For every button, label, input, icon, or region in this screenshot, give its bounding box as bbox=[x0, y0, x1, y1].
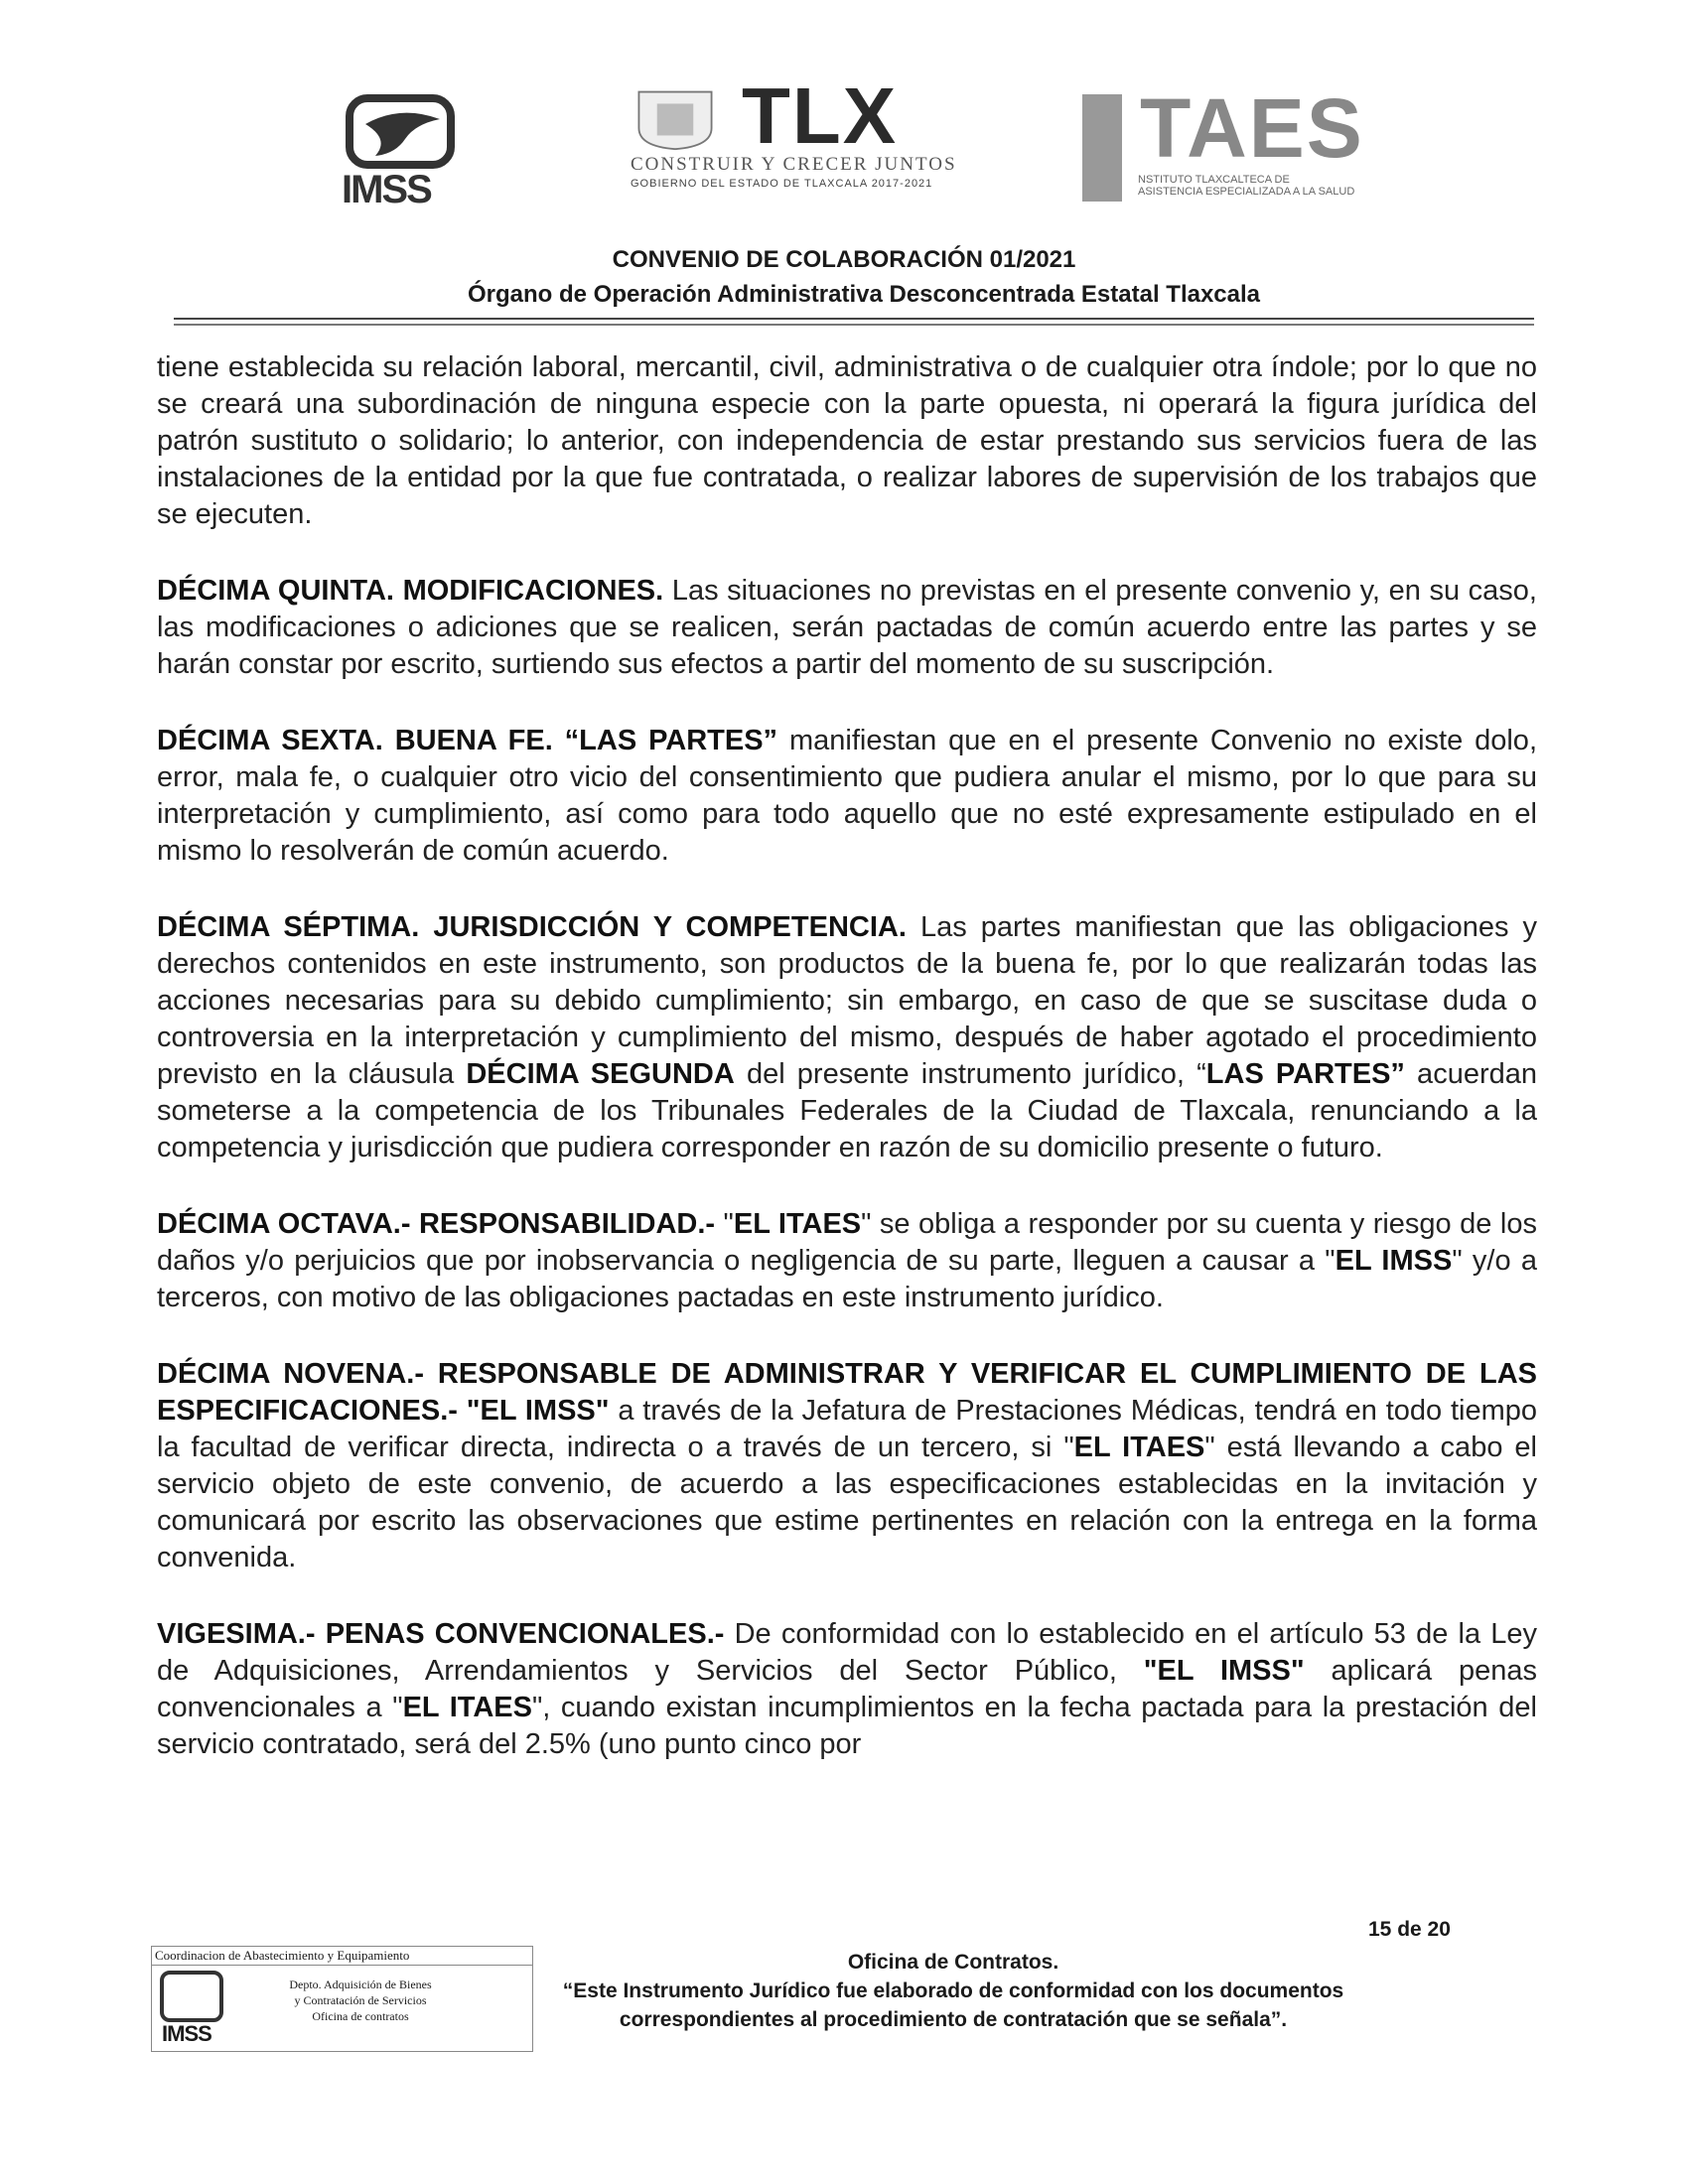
stamp-line: Oficina de contratos bbox=[312, 2009, 409, 2023]
clause-paragraph bbox=[157, 723, 1537, 870]
clause-heading-text: "EL IMSS" bbox=[1143, 1655, 1305, 1687]
itaes-subtitle-line: NSTITUTO TLAXCALTECA DE bbox=[1138, 174, 1290, 186]
stamp-header: Coordinacion de Abastecimiento y Equipamiento bbox=[152, 1947, 532, 1966]
clause-heading-text: EL ITAES bbox=[1073, 1432, 1205, 1463]
clause-paragraph bbox=[157, 1356, 1537, 1576]
clause-text: manifiestan que en el presente Convenio no existe dolo, error, mala fe, o cualquier otro vicio del consentimiento que pudiera anular el mismo, por lo que para su interpretación y cumplimiento, así como para todo aquello que no esté expresamente estipulado en el mismo lo resolverán de común acuerdo. bbox=[157, 725, 1537, 867]
itaes-logo bbox=[1082, 81, 1410, 204]
document-subtitle: Órgano de Operación Administrativa Desconcentrada Estatal Tlaxcala bbox=[467, 281, 1261, 308]
clause-text: aplicará penas convencionales a " bbox=[157, 1655, 1537, 1723]
clause-paragraph bbox=[157, 909, 1537, 1166]
stamp-lines bbox=[261, 1977, 460, 2024]
tlx-government: GOBIERNO DEL ESTADO DE TLAXCALA 2017-2021 bbox=[631, 178, 933, 190]
clause-text: " está llevando a cabo el servicio objeto de este convenio, de acuerdo a las especificaciones establecidas en la invitación y comunicará por escrito las observaciones que estime pertinentes en relación con la entrega en la forma convenida. bbox=[157, 1432, 1537, 1573]
imss-logo bbox=[328, 94, 487, 211]
clause-heading-text: LAS PARTES” bbox=[1205, 1058, 1405, 1090]
header-divider bbox=[174, 318, 1534, 326]
clause-text: " y/o a terceros, con motivo de las obligaciones pactadas en este instrumento jurídico. bbox=[157, 1245, 1537, 1313]
document-body bbox=[157, 349, 1537, 1803]
footer-office: Oficina de Contratos. bbox=[847, 1951, 1059, 1974]
imss-mini-logo-icon bbox=[160, 1971, 223, 2022]
tlaxcala-coat-of-arms-icon bbox=[631, 87, 720, 151]
clause-text: " bbox=[715, 1208, 734, 1240]
clause-text: ", cuando existan incumplimientos en la fecha pactada para la prestación del servicio contratado, será del 2.5% (uno punto cinco por bbox=[157, 1692, 1537, 1760]
clause-heading-text: DÉCIMA SEXTA. BUENA FE. “LAS PARTES” bbox=[157, 725, 778, 756]
clause-text: " se obliga a responder por su cuenta y riesgo de los daños y/o perjuicios que por inobservancia o negligencia de su parte, lleguen a causar a " bbox=[157, 1208, 1537, 1277]
clause-heading-text: EL ITAES bbox=[402, 1692, 532, 1723]
footer-disclaimer: “Este Instrumento Jurídico fue elaborado de conformidad con los documentos correspondientes al procedimiento de contratación que se señala”. bbox=[562, 1979, 1344, 2031]
clause-heading-text: DÉCIMA OCTAVA.- RESPONSABILIDAD.- bbox=[157, 1208, 716, 1240]
tlx-logo-text: TLX bbox=[742, 71, 899, 160]
itaes-bar-icon bbox=[1082, 94, 1122, 202]
clause-text: Las situaciones no previstas en el presente convenio y, en su caso, las modificaciones o adiciones que se realicen, serán pactadas de común acuerdo entre las partes y se harán constar por escrito, surtiendo sus efectos a partir del momento de su suscripción. bbox=[157, 575, 1537, 680]
clause-text: De conformidad con lo establecido en el artículo 53 de la Ley de Adquisiciones, Arrendamientos y Servicios del Sector Público, bbox=[157, 1618, 1538, 1687]
footer-note bbox=[556, 1948, 1350, 2034]
tlx-logo bbox=[631, 71, 978, 197]
clause-text: a través de la Jefatura de Prestaciones Médicas, tendrá en todo tiempo la facultad de verificar directa, indirecta o a través de un tercero, si " bbox=[157, 1395, 1537, 1463]
document-title: CONVENIO DE COLABORACIÓN 01/2021 bbox=[612, 246, 1076, 273]
clause-heading-text: VIGESIMA.- PENAS CONVENCIONALES.- bbox=[157, 1618, 725, 1650]
clause-heading-text: EL IMSS bbox=[1335, 1245, 1453, 1277]
itaes-subtitle-line: ASISTENCIA ESPECIALIZADA A LA SALUD bbox=[1138, 186, 1355, 198]
imss-logo-text: IMSS bbox=[342, 168, 431, 211]
clause-paragraph bbox=[157, 573, 1537, 683]
clause-paragraph bbox=[157, 1616, 1537, 1763]
clause-paragraph bbox=[157, 1206, 1537, 1316]
imss-eagle-icon bbox=[346, 94, 455, 169]
clause-heading-text: DÉCIMA SEGUNDA bbox=[466, 1058, 735, 1090]
clause-paragraph bbox=[157, 349, 1537, 533]
stamp-line: y Contratación de Servicios bbox=[294, 1993, 427, 2007]
itaes-subtitle bbox=[1138, 174, 1354, 198]
clause-text: Las partes manifiestan que las obligaciones y derechos contenidos en este instrumento, son productos de la buena fe, por lo que realizarán todas las acciones necesarias para su debido cumplimiento; sin embargo, en caso de que se suscitase duda o controversia en la interpretación y cumplimiento del mismo, después de haber agotado el procedimiento previsto en la cláusula bbox=[157, 911, 1537, 1090]
clause-text: del presente instrumento jurídico, “ bbox=[734, 1058, 1206, 1090]
clause-text: tiene establecida su relación laboral, mercantil, civil, administrativa o de cualquier otra índole; por lo que no se creará una subordinación de ninguna especie con la parte opuesta, ni operará la figura jurídica del patrón sustituto o solidario; lo anterior, con independencia de estar prestando sus servicios fuera de las instalaciones de la entidad por la que fue contratada, o realizar labores de supervisión de los trabajos que se ejecuten. bbox=[157, 351, 1537, 530]
tlx-slogan: CONSTRUIR Y CRECER JUNTOS bbox=[631, 154, 957, 175]
clause-text: acuerdan someterse a la competencia de los Tribunales Federales de la Ciudad de Tlaxcala, renunciando a la competencia y jurisdicción que pudiera corresponder en razón de su domicilio presente o futuro. bbox=[157, 1058, 1537, 1163]
clause-heading-text: EL ITAES bbox=[733, 1208, 862, 1240]
clause-heading-text: DÉCIMA QUINTA. MODIFICACIONES. bbox=[157, 575, 664, 607]
clause-heading-text: DÉCIMA NOVENA.- RESPONSABLE DE ADMINISTRAR Y VERIFICAR EL CUMPLIMIENTO DE LAS ESPECIFICACIONES.- "EL IMSS" bbox=[157, 1358, 1537, 1427]
stamp-logo-text: IMSS bbox=[162, 2021, 211, 2046]
stamp-line: Depto. Adquisición de Bienes bbox=[289, 1978, 432, 1991]
page-number: 15 de 20 bbox=[1368, 1918, 1451, 1941]
itaes-logo-text: TAES bbox=[1140, 81, 1364, 175]
office-stamp bbox=[151, 1946, 533, 2052]
clause-heading-text: DÉCIMA SÉPTIMA. JURISDICCIÓN Y COMPETENCIA. bbox=[157, 911, 907, 943]
